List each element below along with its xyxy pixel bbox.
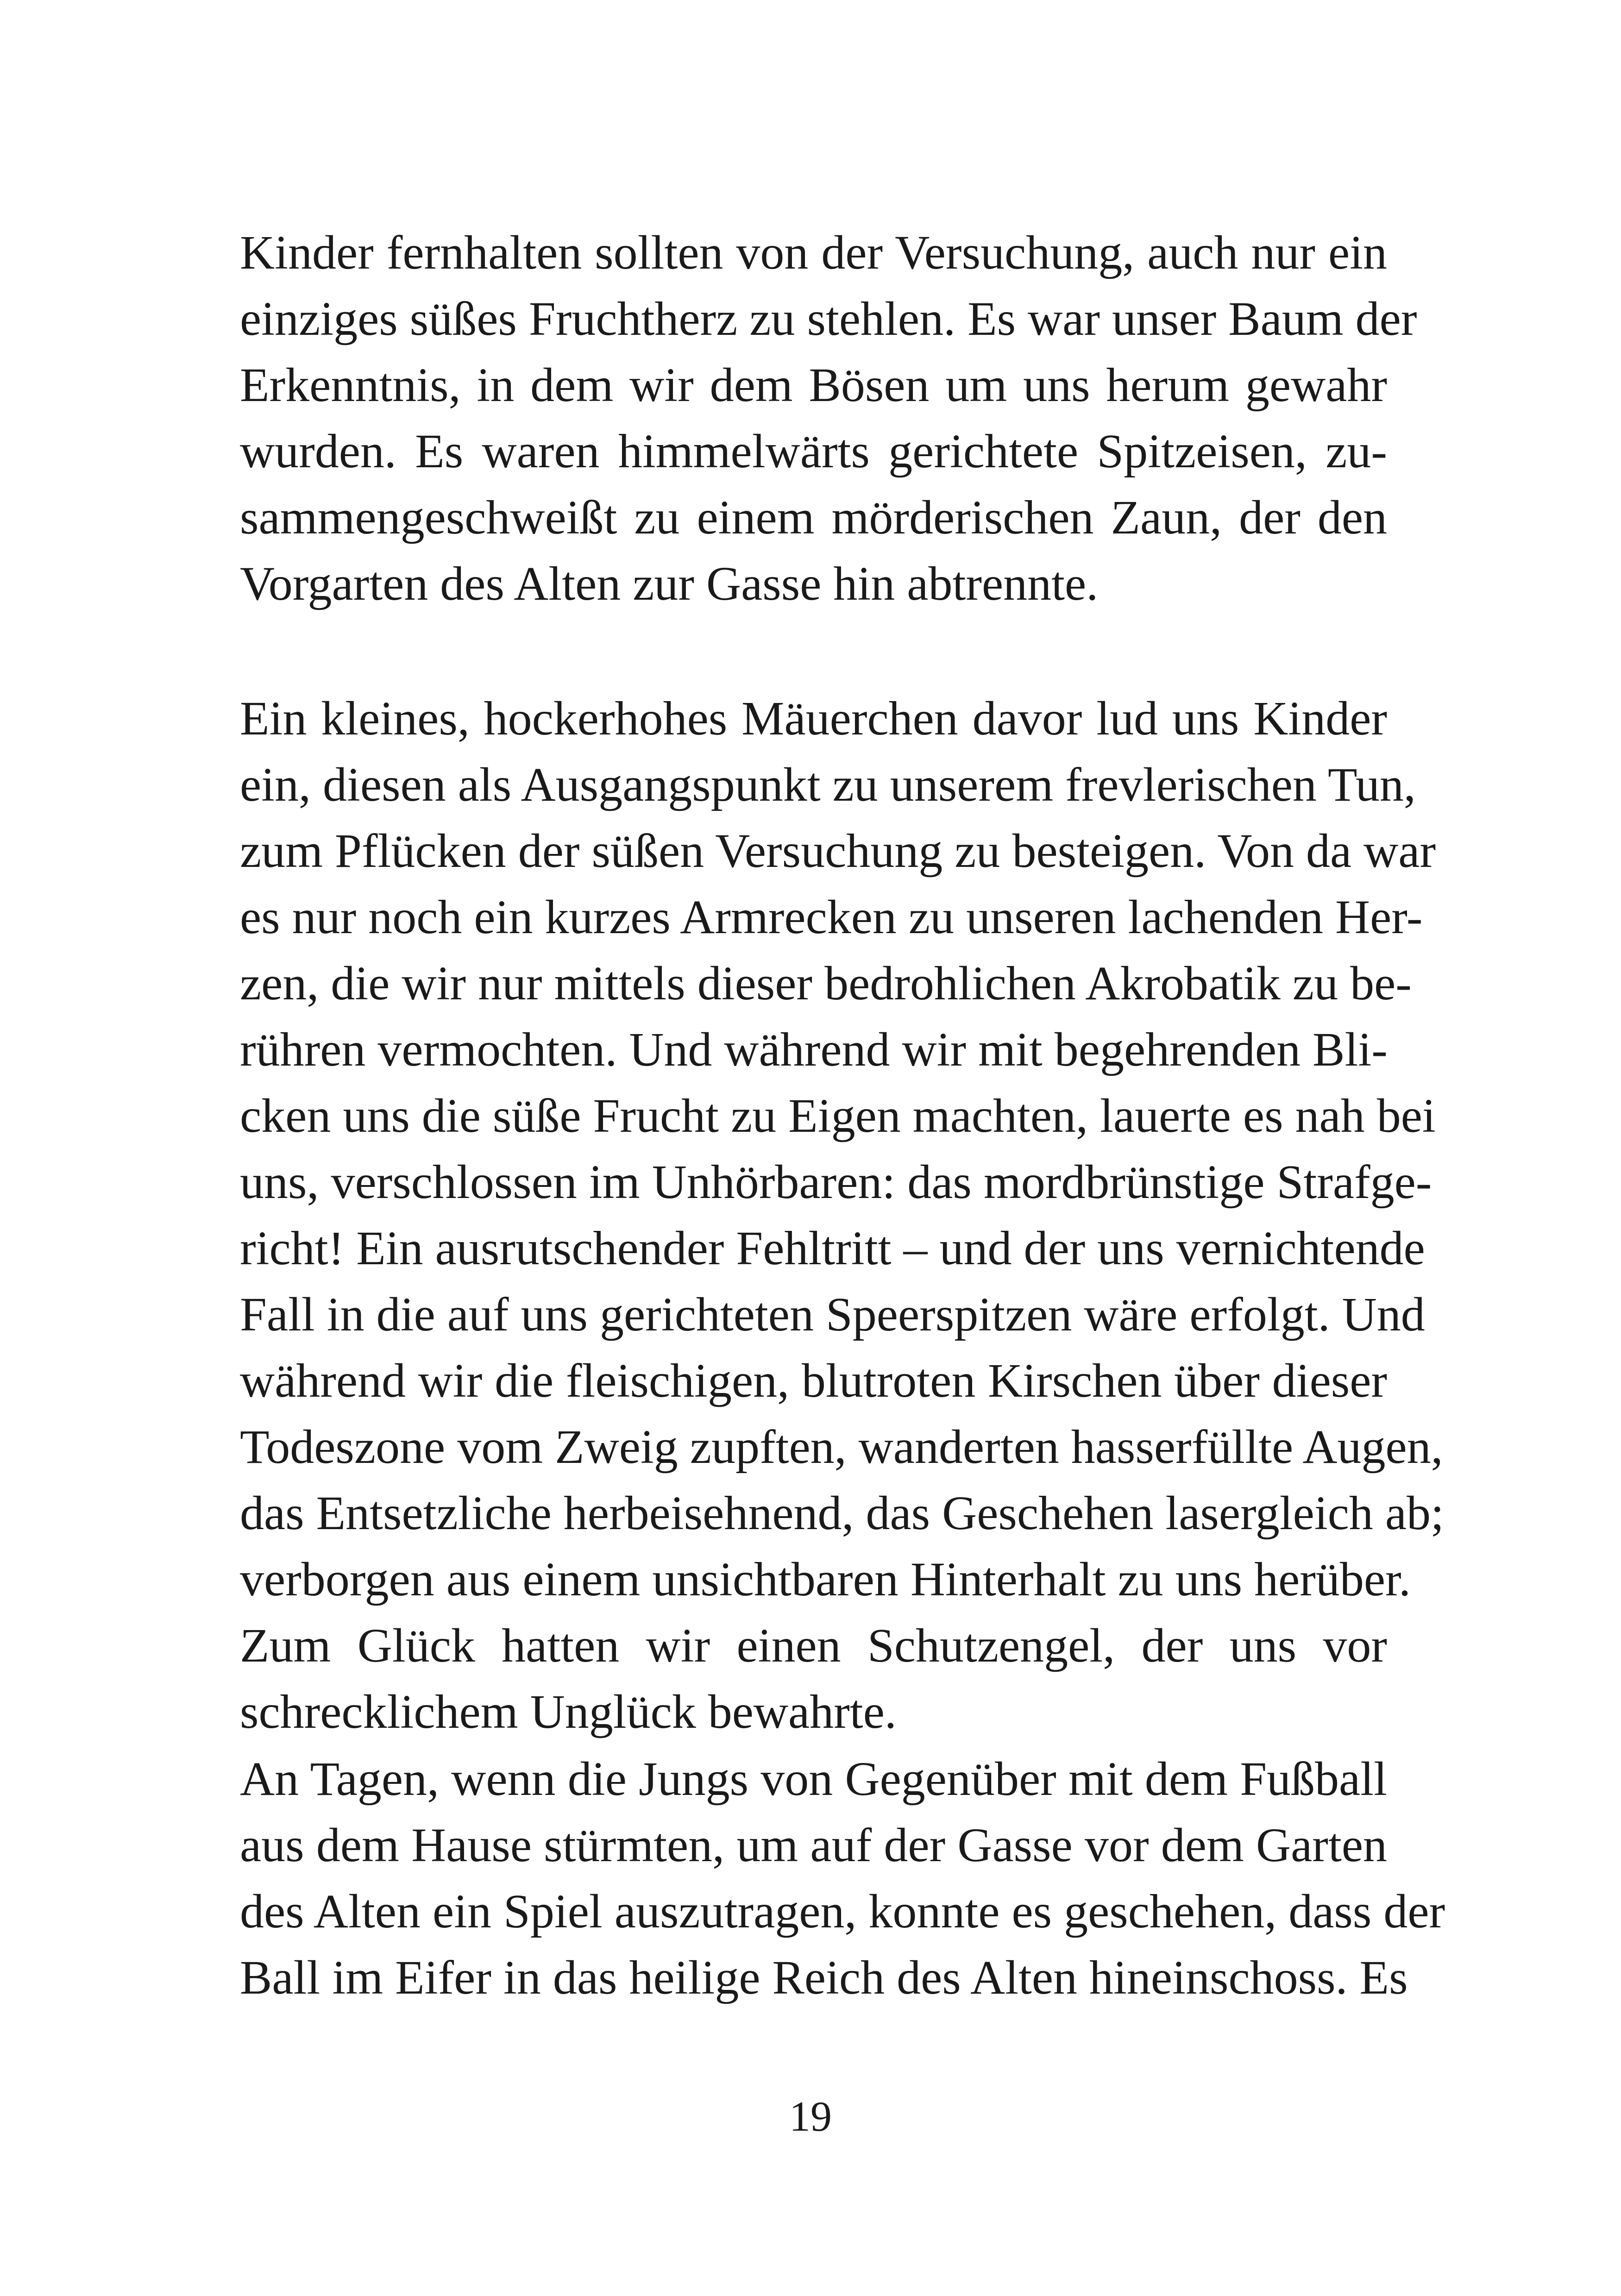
- text-line: Zum Glück hatten wir einen Schutzengel, der uns vor: [240, 1619, 1387, 1672]
- text-line: richt! Ein ausrutschender Fehltritt – und der uns vernichtende: [240, 1222, 1425, 1275]
- text-line: während wir die fleischigen, blutroten Kirschen über dieser: [240, 1354, 1387, 1407]
- text-line: es nur noch ein kurzes Armrecken zu unseren lachenden Her-: [240, 891, 1423, 944]
- text-line: zen, die wir nur mittels dieser bedrohlichen Akrobatik zu be-: [240, 957, 1412, 1010]
- text-line: Ball im Eifer in das heilige Reich des Alten hineinschoss. Es: [240, 1951, 1408, 2004]
- text-line: uns, verschlossen im Unhörbaren: das mordbrünstige Strafge-: [240, 1155, 1432, 1209]
- text-line: Ein kleines, hockerhohes Mäuerchen davor lud uns Kinder: [240, 692, 1387, 745]
- text-line: wurden. Es waren himmelwärts gerichtete Spitzeisen, zu-: [240, 425, 1387, 478]
- text-line: Erkenntnis, in dem wir dem Bösen um uns herum gewahr: [240, 358, 1387, 412]
- text-line: schrecklichem Unglück bewahrte.: [240, 1685, 897, 1738]
- text-line: ein, diesen als Ausgangspunkt zu unserem frevlerischen Tun,: [240, 758, 1416, 811]
- paragraph: [240, 1746, 1445, 2011]
- text-line: verborgen aus einem unsichtbaren Hinterhalt zu uns herüber.: [240, 1553, 1411, 1606]
- paragraph: [240, 685, 1444, 1745]
- text-line: Fall in die auf uns gerichteten Speerspitzen wäre erfolgt. Und: [240, 1288, 1425, 1341]
- text-line: An Tagen, wenn die Jungs von Gegenüber mit dem Fußball: [240, 1752, 1387, 1806]
- text-line: rühren vermochten. Und während wir mit begehrenden Bli-: [240, 1023, 1388, 1076]
- text-line: zum Pflücken der süßen Versuchung zu besteigen. Von da war: [240, 824, 1436, 878]
- text-line: Kinder fernhalten sollten von der Versuchung, auch nur ein: [240, 226, 1387, 279]
- text-line: Vorgarten des Alten zur Gasse hin abtrennte.: [240, 557, 1099, 610]
- text-line: das Entsetzliche herbeisehnend, das Geschehen lasergleich ab;: [240, 1487, 1444, 1540]
- text-line: des Alten ein Spiel auszutragen, konnte es geschehen, dass der: [240, 1885, 1445, 1938]
- text-line: Todeszone vom Zweig zupften, wanderten hasserfüllte Augen,: [240, 1420, 1443, 1474]
- page-number: 19: [789, 2093, 832, 2140]
- paragraph: [240, 220, 1417, 617]
- text-line: sammengeschweißt zu einem mörderischen Zaun, der den: [240, 491, 1387, 544]
- text-line: einziges süßes Fruchtherz zu stehlen. Es war unser Baum der: [240, 292, 1417, 345]
- text-line: aus dem Hause stürmten, um auf der Gasse vor dem Garten: [240, 1819, 1387, 1872]
- text-line: cken uns die süße Frucht zu Eigen machten, lauerte es nah bei: [240, 1089, 1436, 1142]
